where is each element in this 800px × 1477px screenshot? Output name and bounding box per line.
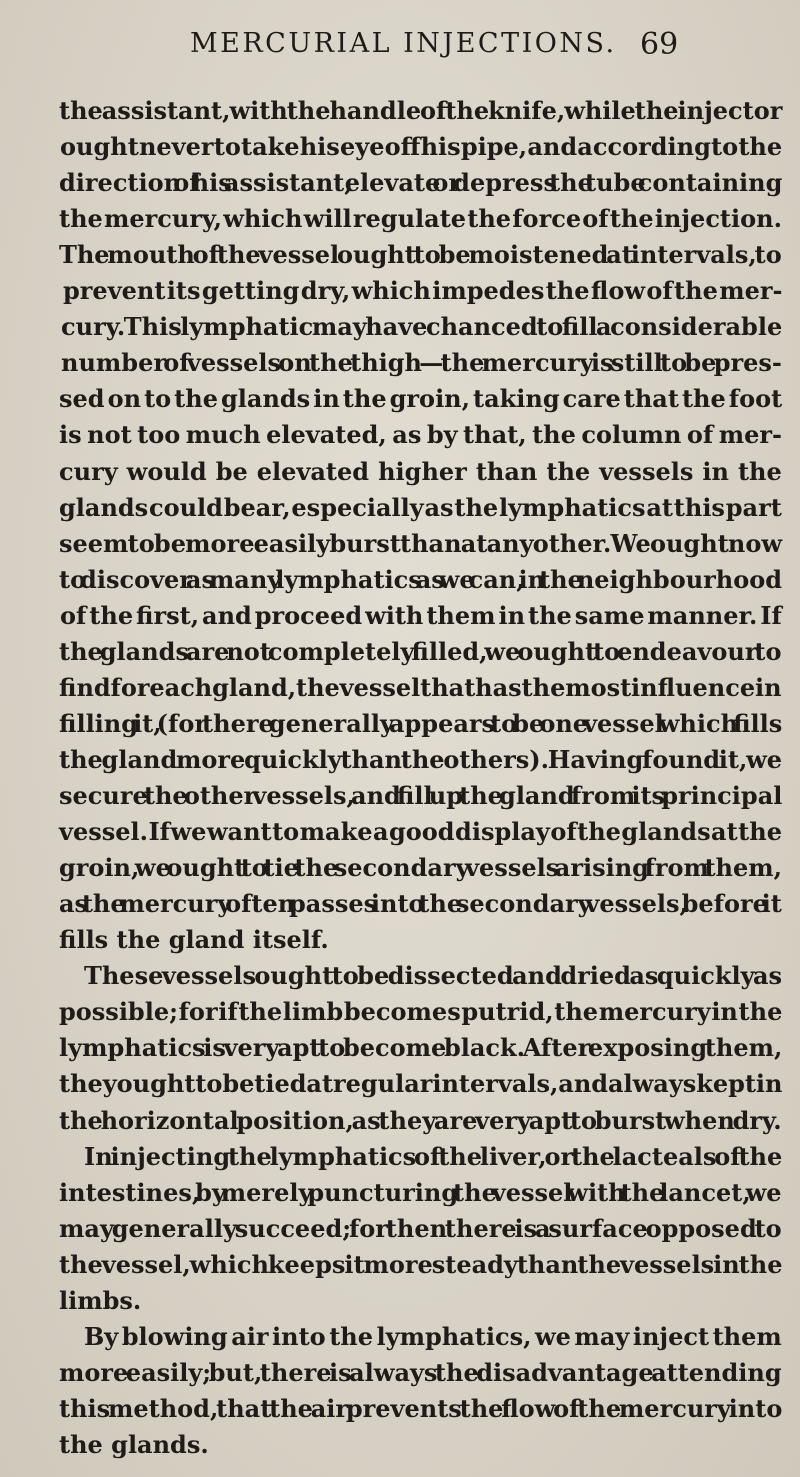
text-line: cury. This lymphatic may have chanced to fill a considerable [61, 312, 783, 342]
text-line: as the mercury often passes into the secondary vessels, before it [59, 889, 782, 919]
text-line: By blowing air into the lymphatics, we may inject them [84, 1321, 782, 1351]
text-line: glands could bear, especially as the lymphatics at this part [59, 492, 782, 522]
page-number: 69 [640, 27, 679, 62]
text-line: filling it, (for there generally appears to be one vessel which fills [59, 708, 783, 738]
running-head [0, 28, 800, 64]
text-line: the gland more quickly than the others). Having found it, we [59, 744, 783, 774]
text-line: intestines, by merely puncturing the vessel with the lancet, we [59, 1177, 782, 1207]
text-line: fills the gland itself. [59, 925, 329, 955]
text-line: prevent its getting dry, which impedes the flow of the mer- [63, 276, 783, 306]
text-line: possible; for if the limb becomes putrid, the mercury in the [59, 997, 783, 1027]
text-line: secure the other vessels, and fill up the gland from its principal [59, 781, 783, 811]
text-line: may generally succeed; for then there is a surface opposed to [59, 1213, 782, 1243]
text-line: the mercury, which will regulate the force of the injection. [59, 204, 782, 234]
text-line: groin, we ought to tie the secondary vessels arising from them, [59, 853, 782, 883]
text-line: number of vessels on the thigh — the mercury is still to be pres- [61, 348, 782, 378]
text-line: the horizontal position, as they are very apt to burst when dry. [59, 1105, 782, 1135]
running-title: MERCURIAL INJECTIONS. [190, 28, 617, 59]
text-line: limbs. [59, 1285, 142, 1315]
text-line: they ought to be tied at regular intervals, and always kept in [59, 1069, 783, 1099]
text-line: of the first, and proceed with them in the same manner. If [60, 600, 782, 630]
text-line: direction of his assistant, elevate or depress the tube containing [59, 168, 783, 198]
text-line: is not too much elevated, as by that, the column of mer- [59, 420, 782, 450]
text-line: In injecting the lymphatics of the liver, or the lacteals of the [84, 1141, 783, 1171]
text-line: seem to be more easily burst than at any other. We ought now [59, 528, 783, 558]
text-line: the glands. [59, 1430, 209, 1459]
text-line: to discover as many lymphatics as we can, in the neighbourhood [59, 564, 783, 594]
text-line: ought never to take his eye off his pipe, and according to the [60, 132, 783, 162]
text-line: the assistant, with the handle of the knife, while the injector [59, 96, 783, 125]
text-line: the vessel, which keeps it more steady than the vessels in the [59, 1249, 783, 1279]
text-line: lymphatics is very apt to become black. After exposing them, [59, 1033, 783, 1063]
text-line: cury would be elevated higher than the vessels in the [59, 456, 782, 486]
text-line: The mouth of the vessel ought to be moistened at intervals, to [59, 240, 782, 270]
text-line: sed on to the glands in the groin, taking care that the foot [59, 384, 783, 414]
text-line: more easily; but, there is always the disadvantage attending [59, 1357, 782, 1387]
text-line: this method, that the air prevents the flow of the mercury into [59, 1393, 783, 1423]
text-line: vessel. If we want to make a good display of the glands at the [59, 817, 782, 847]
text-line: These vessels ought to be dissected and dried as quickly as [84, 961, 783, 991]
text-line: the glands are not completely filled, we ought to endeavour to [59, 636, 782, 666]
text-line: find for each gland, the vessel that has the most influence in [59, 672, 782, 702]
